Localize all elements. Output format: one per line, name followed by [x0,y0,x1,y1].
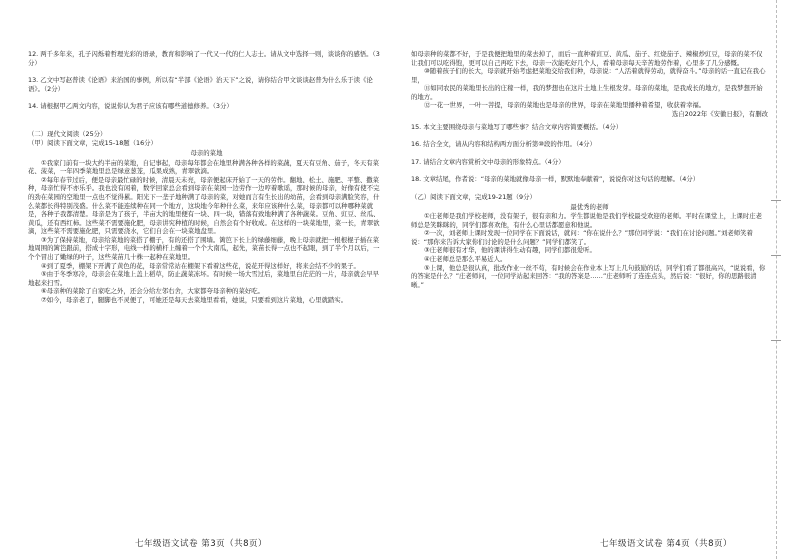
essay2-paragraph-2: ②一次，刘老师上课时发现一位同学在下面说话，就问：“你在说什么？”那位同学说：“我们在讨论问题。”刘老师笑着说：“那你来告诉大家你们讨论的是什么问题？”同学们都笑了。 [411,229,753,246]
essay-paragraph-5: ⑤由于冬季寒冷，母亲会在菜地上盖上稻草，防止蔬菜冻坏。有时候一场大雪过后，菜地里白茫茫的一片，母亲就会早早地起来扫雪。 [28,270,380,287]
binding-margin [770,0,784,559]
essay-continued-3: ⑪如同农民的菜地里长出的庄稼一样，我的梦想也在这片土地上生根发芽。母亲的菜地，是我成长的地方，是我梦想开始的地方。 [411,84,763,101]
part-b-heading: （乙）阅读下面文章，完成19-21题（9分） [411,192,536,201]
question-18: 18. 文章结尾，作者说：“母亲的菜地就像母亲一样，默默地奉献着”，说说你对这句话的理解。（4分） [411,175,700,184]
essay-source: 选自2022年《安徽日报》，有删改 [671,110,768,119]
question-13: 13. 乙文中写赵普读《论语》来治国的事例，所以有“半部《论语》治天下”之说，请你结合甲文谈谈赵普为什么乐于读《论语》。（2分） [28,76,373,93]
essay-paragraph-7: ⑦如今，母亲老了，腿脚也不灵便了，可她还是每天去菜地里看看，她说，只要看到这片菜地，心里就踏实。 [41,295,348,304]
essay-paragraph-2: ②每年春节过后，便是母亲最忙碌的时候，清晨天未亮，母亲便起床开始了一天的劳作。翻地、松土、施肥、平整、撒菜种，母亲忙得不亦乐乎。我也没有闲着，数学回家总会看到母亲在菜园一边劳作一边哼着歌谣，那时候的母亲，好像有使不完的劲在菜园的空地里一点也不觉得累。阳光下一垄子地种满了母亲的菜，对她而言有生长出的幼苗，会看到母亲满脸笑容，什么菜都长得特别茂盛。什么菜不能连续种在同一个地方，这块地今年种什么菜，来年应该种什么菜，母亲都可以种哪种菜就是，各种子我都清楚。母亲是为了孩子，半亩大的地里便有一块、四一块，错落有致地种满了各种蔬菜。豆角、豇豆、丝瓜、黄瓜，还有西红柿。这些菜不需要施化肥，母亲讲究种植的时候，自然会有个好收成。在这样的一块菜地里，菜一长，青翠欲滴，这些菜不需要施化肥，只需要浇水，它们自会在一块菜地盘里。 [28,175,380,236]
part-a-heading: （甲）阅读下面文章，完成15-18题（16分） [28,139,157,148]
question-17: 17. 请结合文章内容赏析文中母亲的形象特点。（4分） [411,157,565,166]
question-16: 16. 结合全文，请从内容和结构两方面分析第⑩段的作用。（4分） [411,140,596,149]
binding-mark [771,340,781,341]
essay2-paragraph-5: ⑤上课，他总是很认真，批改作业一丝不苟，有时候会在作业本上写上几句鼓励的话，同学们看了都很高兴，“说说看，你的答案是什么？”庄老师问，一位同学站起来回答：“我的答案是……”庄老师听了连连点头，然后说：“很好，你的思路很清晰。” [411,263,766,289]
section-modern-reading: （二）现代文阅读（25分） [28,129,107,138]
binding-mark [771,200,781,201]
essay-title: 母亲的菜地 [190,149,223,158]
essay-continued-1: 如母亲种的菜都不好，于是我便把地里的菜去掉了，而后一直种着豇豆、黄瓜、茄子、红烧茄子、辣椒炒豇豆，母亲的菜不仅让我们可以吃得饱，更可以自己再吃下去，母亲一次能吃好几个人，看着母亲每天辛苦地劳作着，心里多了几分感慨。 [411,50,763,67]
essay2-paragraph-4: ④庄老师总是那么平易近人。 [424,254,507,263]
essay-paragraph-3: ③为了保持菜地，母亲给菜地的菜搭了棚子，有的还搭了围墙。篱笆下长上的绿藤细藤，晚上母亲就把一根根棍子插在菜地周围的篱笆跟前，搭成十字形，电线一样的横杆上缠着一个个大南瓜，起先，菜苗长得一点也不起眼，到了半个月以后，一个个冒出了嫩绿的叶子，这些菜苗几十株一起种在菜地里。 [28,235,380,261]
question-14: 14. 请根据甲乙两文内容，说说你认为君子应该有哪些道德修养。（3分） [28,102,233,111]
binding-dashed-line [776,0,777,559]
question-12: 12. 两千多年来，孔子闪烁着哲理光彩的语录，教育和影响了一代又一代的仁人志士。请从文中选择一则，谈谈你的感悟。（3分） [28,50,380,67]
essay-paragraph-4: ④到了夏季，棚架下开满了黄色的花，母亲常常站在棚架下看着这些花，说花开得这样好，将来会结不少的果子。 [41,261,360,270]
binding-mark [771,255,781,256]
essay-continued-4: ⑫一花一世界，一叶一菩提，母亲的菜地也是母亲的世界，母亲在菜地里播种着希望，收获着幸福。 [424,101,706,110]
essay2-paragraph-3: ③庄老师很有才华，他的课讲得生动有趣，同学们都很爱听。 [424,246,596,255]
page-footer-4: 七年级语文试卷 第4页（共8页） [600,539,733,549]
essay-continued-2: ⑩随着孩子们的长大，母亲就开始考虑把菜地交给我们种，母亲说：“人活着就得劳动，就得奋斗。”母亲的话一直记在我心里， [411,67,766,84]
exam-page-4 [397,0,794,559]
essay-paragraph-1: ①我家门前有一块大约半亩的菜地，自记事起，母亲每年都会在地里种满各种各样的菜蔬，夏天有豆角、茄子，冬天有菜花、菠菜，一年四季菜地里总是绿意葱茏，瓜果成熟，青翠欲滴。 [28,158,380,176]
page-footer-3: 七年级语文试卷 第3页（共8页） [135,539,268,549]
essay2-paragraph-1: ①庄老师是我们学校老师，没有架子，很有亲和力。学生都说他是我们学校最受欢迎的老师。平时在课堂上，上课时庄老师总是笑眯眯的，同学们都喜欢他，有什么心里话都愿意和他说。 [411,212,763,229]
question-15: 15. 本文主要围绕母亲与菜地写了哪些事？结合文章内容简要概括。（4分） [411,122,623,131]
essay-paragraph-6: ⑥母亲种的菜除了自家吃之外，还会分给左邻右舍，大家都夸母亲种的菜好吃。 [41,287,265,296]
essay2-title: 最优秀的老师 [570,202,609,211]
